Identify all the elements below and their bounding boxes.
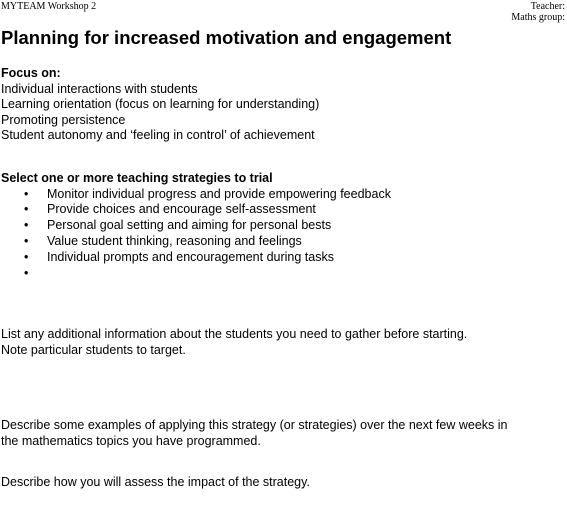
bullet-icon: • — [24, 249, 29, 264]
focus-item: Student autonomy and ‘feeling in control’ of achievement — [1, 128, 315, 143]
bullet-icon: • — [24, 265, 29, 280]
bullet-icon: • — [24, 202, 29, 217]
bullet-icon: • — [24, 186, 29, 201]
maths-group-label: Maths group: — [511, 12, 565, 23]
strategies-section — [1, 171, 391, 281]
bullet-icon: • — [24, 233, 29, 248]
focus-section — [1, 66, 319, 144]
prompt-line: the mathematics topics you have programmed. — [1, 433, 261, 448]
examples-prompt — [1, 418, 507, 449]
focus-item: Individual interactions with students — [1, 81, 198, 96]
additional-info-prompt — [1, 327, 467, 358]
strategy-text: Value student thinking, reasoning and feelings — [47, 233, 302, 248]
strategy-text: Provide choices and encourage self-assessment — [47, 202, 316, 217]
assessment-prompt — [1, 475, 310, 491]
strategy-text: Monitor individual progress and provide empowering feedback — [47, 186, 391, 201]
focus-item: Promoting persistence — [1, 112, 126, 127]
prompt-line: List any additional information about the students you need to gather before starting. — [1, 327, 468, 341]
focus-heading: Focus on: — [1, 66, 61, 80]
prompt-line: Describe how you will assess the impact of the strategy. — [1, 475, 310, 489]
strategy-item — [1, 234, 391, 250]
strategy-item — [1, 218, 391, 234]
strategy-item — [1, 187, 391, 203]
strategy-item — [1, 202, 391, 218]
strategy-item — [1, 250, 391, 266]
strategy-list — [1, 187, 391, 282]
bullet-icon: • — [24, 218, 29, 233]
header-fields — [511, 1, 565, 23]
workshop-label: MYTEAM Workshop 2 — [1, 1, 97, 12]
prompt-line: Describe some examples of applying this strategy (or strategies) over the next few weeks in — [1, 418, 508, 432]
strategy-text: Personal goal setting and aiming for personal bests — [47, 218, 332, 233]
prompt-line: Note particular students to target. — [1, 342, 186, 357]
strategy-text: Individual prompts and encouragement during tasks — [47, 249, 334, 264]
focus-item: Learning orientation (focus on learning for understanding) — [1, 97, 320, 112]
page-title: Planning for increased motivation and engagement — [1, 27, 452, 48]
teacher-label: Teacher: — [530, 1, 565, 12]
strategies-heading: Select one or more teaching strategies to trial — [1, 171, 273, 185]
strategy-item-blank — [1, 266, 391, 282]
